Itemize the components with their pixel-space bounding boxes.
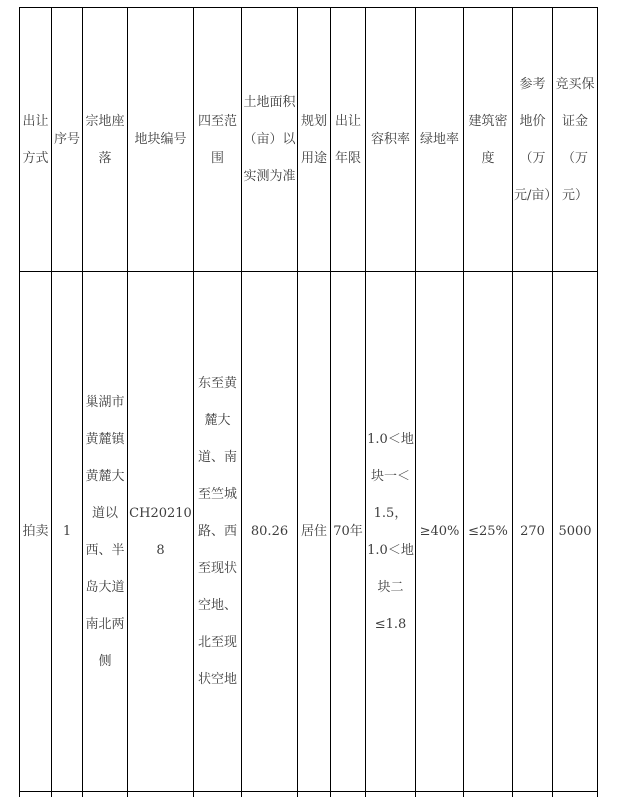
cell-empty	[128, 792, 194, 797]
cell-land-area: 80.26	[242, 272, 298, 792]
table-row-partial	[20, 792, 598, 797]
cell-plot-number: CH202108	[128, 272, 194, 792]
cell-empty	[553, 792, 598, 797]
cell-transfer-term: 70年	[331, 272, 366, 792]
header-building-density: 建筑密度	[464, 8, 513, 272]
cell-reference-price: 270	[513, 272, 553, 792]
cell-empty	[298, 792, 331, 797]
cell-empty	[331, 792, 366, 797]
cell-empty	[242, 792, 298, 797]
header-reference-price: 参考地价（万元/亩）	[513, 8, 553, 272]
cell-building-density: ≤25%	[464, 272, 513, 792]
header-land-area: 土地面积（亩）以实测为准	[242, 8, 298, 272]
cell-empty	[20, 792, 52, 797]
header-serial-number: 序号	[52, 8, 83, 272]
header-planned-use: 规划用途	[298, 8, 331, 272]
header-transfer-term: 出让年限	[331, 8, 366, 272]
cell-empty	[194, 792, 242, 797]
header-parcel-location: 宗地座落	[83, 8, 128, 272]
land-auction-table	[19, 7, 598, 797]
header-bid-deposit: 竞买保证金（万元）	[553, 8, 598, 272]
cell-transfer-method: 拍卖	[20, 272, 52, 792]
cell-serial-number: 1	[52, 272, 83, 792]
header-plot-ratio: 容积率	[366, 8, 416, 272]
cell-empty	[513, 792, 553, 797]
cell-parcel-location: 巢湖市黄麓镇黄麓大道以西、半岛大道南北两侧	[83, 272, 128, 792]
header-boundaries: 四至范围	[194, 8, 242, 272]
cell-empty	[366, 792, 416, 797]
table-row	[20, 272, 598, 792]
cell-empty	[416, 792, 464, 797]
header-transfer-method: 出让方式	[20, 8, 52, 272]
cell-empty	[52, 792, 83, 797]
cell-boundaries: 东至黄麓大道、南至竺城路、西至现状空地、北至现状空地	[194, 272, 242, 792]
cell-bid-deposit: 5000	[553, 272, 598, 792]
cell-empty	[464, 792, 513, 797]
header-row	[20, 8, 598, 272]
header-green-space-rate: 绿地率	[416, 8, 464, 272]
cell-empty	[83, 792, 128, 797]
cell-plot-ratio: 1.0＜地块一＜1.5，1.0＜地块二≤1.8	[366, 272, 416, 792]
header-plot-number: 地块编号	[128, 8, 194, 272]
cell-green-space-rate: ≥40%	[416, 272, 464, 792]
cell-planned-use: 居住	[298, 272, 331, 792]
